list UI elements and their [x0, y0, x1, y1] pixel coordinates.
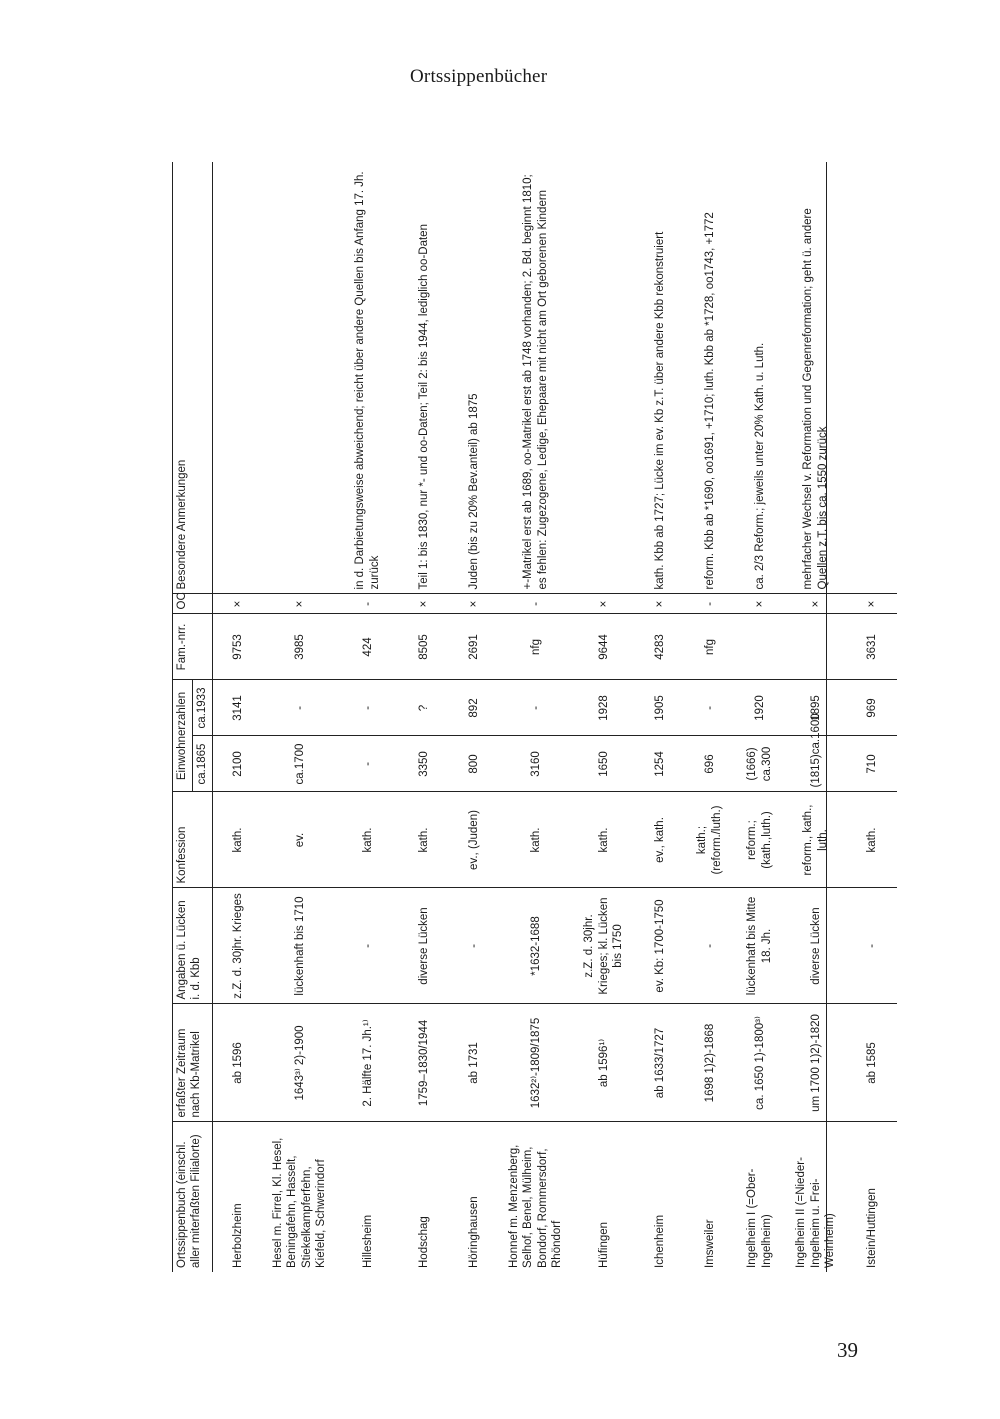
cell-zeitraum: ab 1633/1727 — [635, 1004, 685, 1122]
cell-luecken: lückenhaft bis 1710 — [263, 888, 337, 1004]
cell-zeitraum: 1632²⁾-1809/1875 — [499, 1004, 573, 1122]
cell-fam: 3631 — [847, 614, 897, 680]
cell-oc: × — [847, 594, 897, 614]
cell-anmerkungen — [212, 162, 263, 594]
cell-anmerkungen — [573, 162, 635, 594]
cell-luecken: - — [685, 888, 735, 1004]
cell-anmerkungen: Teil 1: bis 1830, nur *- und oo-Daten; Teil 2: bis 1944, lediglich oo-Daten — [399, 162, 449, 594]
cell-luecken: - — [337, 888, 399, 1004]
cell-einwohner-1865: 800 — [449, 736, 499, 792]
cell-fam: 4283 — [635, 614, 685, 680]
cell-luecken: *1632-1688 — [499, 888, 573, 1004]
cell-ort: Hesel m. Firrel, Kl. Hesel, Beningafehn, Hasselt, Stiekelkampferfehn, Kiefeld, Schwerindorf — [272, 1137, 328, 1268]
table-row — [337, 162, 399, 1272]
cell-ort: Höringhausen — [467, 1196, 480, 1268]
cell-luecken: z.Z. d. 30jhr. Krieges — [212, 888, 263, 1004]
cell-konfession: ev. — [263, 792, 337, 888]
cell-luecken: diverse Lücken — [399, 888, 449, 1004]
cell-einwohner-1933: 892 — [449, 680, 499, 736]
cell-oc: × — [263, 594, 337, 614]
cell-einwohner-1933: 1905 — [635, 680, 685, 736]
cell-konfession: kath. — [499, 792, 573, 888]
cell-zeitraum: ab 1585 — [847, 1004, 897, 1122]
header-luecken: Angaben ü. Lücken i. d. Kbb — [172, 888, 212, 1004]
cell-ort: Hodschag — [417, 1216, 430, 1268]
cell-ort: Herbolzheim — [231, 1203, 244, 1268]
cell-luecken: - — [449, 888, 499, 1004]
header-row — [172, 162, 212, 1272]
cell-fam: 9644 — [573, 614, 635, 680]
cell-einwohner-1865: 1650 — [573, 736, 635, 792]
cell-fam: 3985 — [263, 614, 337, 680]
cell-zeitraum: 1759–1830/1944 — [399, 1004, 449, 1122]
table-row — [573, 162, 635, 1272]
page-number: 39 — [837, 1338, 858, 1362]
cell-luecken: lückenhaft bis Mitte 18. Jh. — [735, 888, 785, 1004]
cell-einwohner-1865: ca.1700 — [263, 736, 337, 792]
cell-konfession: kath. — [337, 792, 399, 888]
cell-einwohner-1865: 696 — [685, 736, 735, 792]
cell-oc: × — [635, 594, 685, 614]
cell-einwohner-1933: 969 — [847, 680, 897, 736]
cell-einwohner-1865: (1815)ca.1600 — [785, 736, 847, 792]
cell-einwohner-1933: - — [685, 680, 735, 736]
rotated-table-container — [172, 162, 878, 1272]
cell-oc: × — [212, 594, 263, 614]
cell-anmerkungen: in d. Darbietungsweise abweichend; reicht über andere Quellen bis Anfang 17. Jh. zurück — [337, 162, 399, 594]
cell-zeitraum: 1698 1)2)-1868 — [685, 1004, 735, 1122]
cell-anmerkungen: reform. Kbb ab *1690, oo1691, +1710; luth. Kbb ab *1728, oo1743, +1772 — [685, 162, 735, 594]
header-konfession: Konfession — [172, 792, 212, 888]
table-row — [263, 162, 337, 1272]
cell-zeitraum: 1643³⁾ 2)-1900 — [263, 1004, 337, 1122]
cell-ort: Imsweiler — [703, 1219, 716, 1268]
cell-einwohner-1933: 3141 — [212, 680, 263, 736]
running-head: Ortssippenbücher — [410, 66, 548, 87]
cell-fam — [785, 614, 847, 680]
cell-einwohner-1865: 3160 — [499, 736, 573, 792]
header-einwohner-1865: ca.1865 — [196, 743, 209, 785]
cell-einwohner-1865: 3350 — [399, 736, 449, 792]
cell-zeitraum: ab 1731 — [449, 1004, 499, 1122]
cell-luecken: z.Z. d. 30jhr. Krieges; kl. Lücken bis 1750 — [573, 888, 635, 1004]
cell-oc: - — [685, 594, 735, 614]
cell-anmerkungen: +-Matrikel erst ab 1689, oo-Matrikel erst ab 1748 vorhanden; 2. Bd. beginnt 1810; es fehlen: Zugezogene, Ledige, Ehepaare mit nicht am Ort geborenen Kindern — [499, 162, 573, 594]
header-ort: Ortssippenbuch (einschl. aller miterfaßten Filialorte) — [172, 1122, 212, 1272]
cell-konfession: kath. — [847, 792, 897, 888]
cell-einwohner-1933: 1920 — [735, 680, 785, 736]
cell-zeitraum: ab 1596¹⁾ — [573, 1004, 635, 1122]
table-row — [635, 162, 685, 1272]
cell-konfession: reform., kath., luth. — [785, 792, 847, 888]
cell-oc: × — [449, 594, 499, 614]
cell-konfession: reform.; (kath.,luth.) — [735, 792, 785, 888]
cell-konfession: kath. — [212, 792, 263, 888]
cell-oc: - — [499, 594, 573, 614]
cell-einwohner-1865: (1666) ca.300 — [735, 736, 785, 792]
cell-einwohner-1865: 2100 — [212, 736, 263, 792]
cell-einwohner-1865: - — [337, 736, 399, 792]
cell-zeitraum: um 1700 1)2)-1820 — [785, 1004, 847, 1122]
cell-einwohner-1933: 1895 — [785, 680, 847, 736]
cell-fam: 8505 — [399, 614, 449, 680]
header-oc: OC — [172, 594, 212, 614]
cell-ort: Hüfingen — [597, 1221, 610, 1268]
cell-einwohner-1933: - — [263, 680, 337, 736]
header-einwohner — [172, 680, 212, 792]
cell-fam: 9753 — [212, 614, 263, 680]
cell-einwohner-1865: 1254 — [635, 736, 685, 792]
table-row — [685, 162, 735, 1272]
table-row — [449, 162, 499, 1272]
cell-einwohner-1933: 1928 — [573, 680, 635, 736]
cell-anmerkungen: Juden (bis zu 20% Bev.anteil) ab 1875 — [449, 162, 499, 594]
cell-fam: nfg — [685, 614, 735, 680]
cell-oc: × — [735, 594, 785, 614]
cell-ort: Istein/Huttingen — [865, 1188, 878, 1268]
table-row — [847, 162, 897, 1272]
cell-konfession: kath.; (reform./luth.) — [685, 792, 735, 888]
cell-einwohner-1865: 710 — [847, 736, 897, 792]
cell-oc: × — [785, 594, 847, 614]
cell-ort: Hillesheim — [361, 1214, 374, 1268]
cell-anmerkungen — [847, 162, 897, 594]
table-row — [212, 162, 263, 1272]
table-row — [399, 162, 449, 1272]
cell-ort: Ingelheim I (=Ober-Ingelheim) — [746, 1168, 773, 1268]
cell-zeitraum: 2. Hälfte 17. Jh.¹⁾ — [337, 1004, 399, 1122]
cell-ort: Ingelheim II (=Nieder-Ingelheim u. Frei-Weinheim) — [795, 1157, 836, 1268]
cell-einwohner-1933: ? — [399, 680, 449, 736]
cell-fam: 2691 — [449, 614, 499, 680]
table-row — [499, 162, 573, 1272]
cell-anmerkungen: mehrfacher Wechsel v. Reformation und Gegenreformation; geht ü. andere Quellen z.T. bis ca. 1550 zurück — [785, 162, 847, 594]
cell-ort: Ichenheim — [653, 1214, 666, 1268]
cell-fam — [735, 614, 785, 680]
cell-anmerkungen: kath. Kbb ab 1727; Lücke im ev. Kb z.T. über andere Kbb rekonstruiert — [635, 162, 685, 594]
header-anmerkungen: Besondere Anmerkungen — [172, 162, 212, 594]
cell-einwohner-1933: - — [499, 680, 573, 736]
header-einwohner-1933: ca.1933 — [193, 680, 211, 736]
cell-zeitraum: ab 1596 — [212, 1004, 263, 1122]
header-zeitraum: erfaßter Zeitraum nach Kb-Matrikel — [172, 1004, 212, 1122]
cell-anmerkungen: ca. 2/3 Reform.; jeweils unter 20% Kath. u. Luth. — [735, 162, 785, 594]
ortssippenbuch-table — [172, 162, 897, 1272]
cell-fam: nfg — [499, 614, 573, 680]
cell-luecken: ev. Kb: 1700-1750 — [635, 888, 685, 1004]
cell-einwohner-1933: - — [337, 680, 399, 736]
cell-fam: 424 — [337, 614, 399, 680]
cell-konfession: ev., (Juden) — [449, 792, 499, 888]
cell-anmerkungen — [263, 162, 337, 594]
cell-zeitraum: ca. 1650 1)-1800³⁾ — [735, 1004, 785, 1122]
header-einwohner-label: Einwohnerzahlen — [176, 691, 188, 781]
cell-oc: × — [399, 594, 449, 614]
table-row — [785, 162, 847, 1272]
cell-luecken: diverse Lücken — [785, 888, 847, 1004]
cell-konfession: ev., kath. — [635, 792, 685, 888]
cell-konfession: kath. — [399, 792, 449, 888]
header-fam: Fam.-nrr. — [172, 614, 212, 680]
cell-konfession: kath. — [573, 792, 635, 888]
cell-oc: × — [573, 594, 635, 614]
table-row — [735, 162, 785, 1272]
cell-luecken: - — [847, 888, 897, 1004]
cell-oc: - — [337, 594, 399, 614]
cell-ort: Honnef m. Menzenberg, Selhof, Benel, Mülheim, Bondorf, Rommersdorf, Rhöndorf — [508, 1144, 564, 1268]
